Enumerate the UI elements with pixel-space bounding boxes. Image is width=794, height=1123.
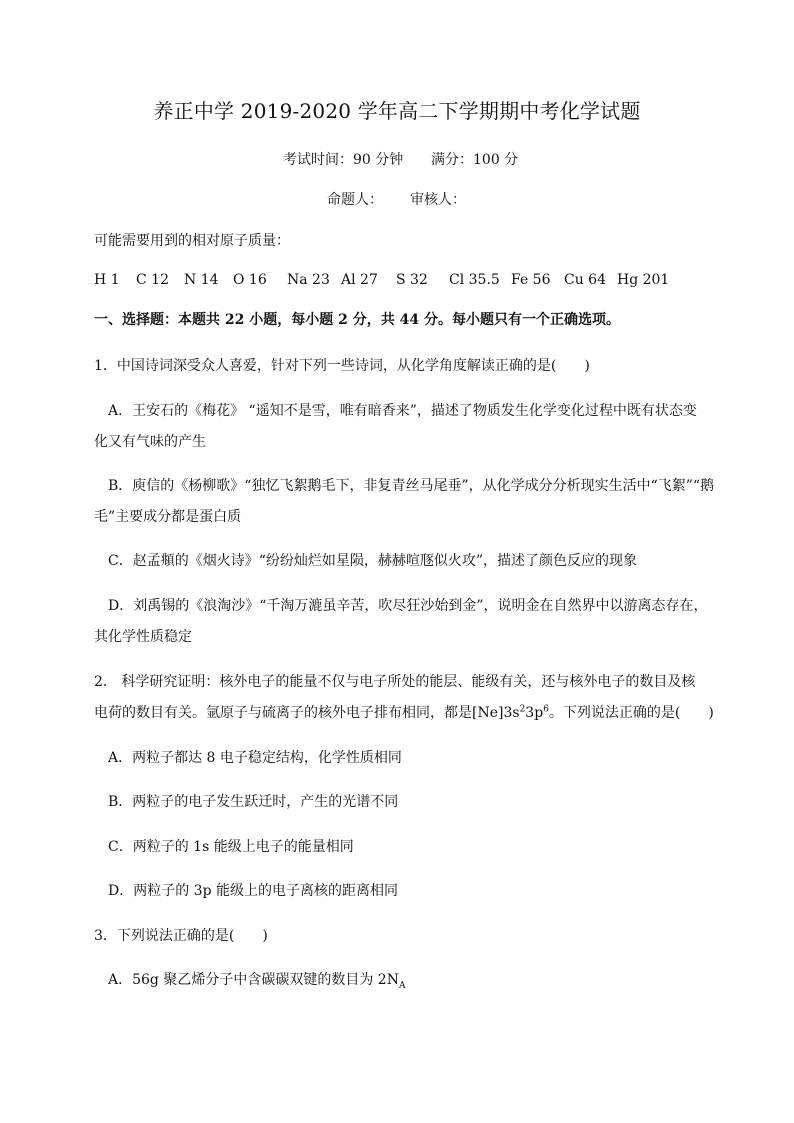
author-label: 命题人：	[327, 192, 383, 208]
exam-time: 考试时间：90 分钟	[283, 152, 404, 168]
question-2-stem-cont	[94, 703, 714, 723]
question-2-option-b: B．两粒子的电子发生跃迁时，产生的光谱不同	[108, 794, 399, 810]
atomic-mass-item: Al 27	[341, 272, 378, 288]
reviewer-label: 审核人：	[410, 192, 466, 208]
atomic-mass-item: C 12	[136, 272, 169, 288]
question-2-option-c: C．两粒子的 1s 能级上电子的能量相同	[108, 839, 354, 855]
atomic-mass-item: H 1	[94, 272, 120, 288]
question-1-option-a-cont: 化又有气味的产生	[94, 434, 206, 450]
page-title: 养正中学 2019-2020 学年高二下学期期中考化学试题	[153, 99, 641, 123]
question-1-option-d-cont: 其化学性质稳定	[94, 629, 192, 645]
atomic-mass-item: N 14	[184, 272, 219, 288]
superscript: 2	[519, 704, 526, 715]
section-heading: 一、选择题：本题共 22 小题，每小题 2 分，共 44 分。每小题只有一个正确选项。	[94, 312, 620, 328]
question-1-option-b-cont: 毛”主要成分都是蛋白质	[94, 509, 242, 525]
question-3-option-a	[108, 970, 405, 990]
atomic-mass-item: Na 23	[287, 272, 330, 288]
superscript: 6	[543, 704, 549, 715]
subscript: A	[398, 980, 406, 991]
question-1-option-d: D．刘禹锡的《浪淘沙》“千淘万漉虽辛苦，吹尽狂沙始到金”，说明金在自然界中以游离态存在，	[108, 598, 708, 614]
question-2-text: 。下列说法正确的是( )	[548, 705, 714, 721]
question-1-option-a: A．王安石的《梅花》 “遥知不是雪，唯有暗香来”，描述了物质发生化学变化过程中既有状态变	[108, 403, 697, 419]
question-3-text: A．56g 聚乙烯分子中含碳碳双键的数目为 2N	[108, 972, 399, 988]
question-2-text: 电荷的数目有关。氩原子与硫离子的核外电子排布相同，都是[Ne]3s	[94, 705, 520, 721]
exam-score: 满分：100 分	[431, 152, 519, 168]
question-1-option-c: C．赵孟頫的《烟火诗》“纷纷灿烂如星陨，赫赫喧豗似火攻”，描述了颜色反应的现象	[108, 553, 638, 569]
question-2-stem: 2． 科学研究证明：核外电子的能量不仅与电子所处的能层、能级有关，还与核外电子的数目及核	[94, 674, 696, 690]
atomic-mass-item: O 16	[233, 272, 267, 288]
question-2-text: 3p	[525, 705, 544, 721]
question-2-option-d: D．两粒子的 3p 能级上的电子离核的距离相同	[108, 883, 398, 899]
atomic-mass-item: Cu 64	[564, 272, 606, 288]
atomic-mass-item: Cl 35.5	[449, 272, 500, 288]
atomic-mass-intro: 可能需要用到的相对原子质量：	[94, 233, 290, 249]
atomic-mass-item: Hg 201	[617, 272, 670, 288]
question-2-option-a: A．两粒子都达 8 电子稳定结构，化学性质相同	[108, 750, 402, 766]
atomic-mass-item: Fe 56	[511, 272, 551, 288]
question-1-option-b: B．庾信的《杨柳歌》“独忆飞絮鹅毛下，非复青丝马尾垂”，从化学成分分析现实生活中“飞絮”“鹅	[108, 478, 715, 494]
atomic-mass-list	[0, 270, 794, 290]
question-3-stem: 3．下列说法正确的是( )	[94, 928, 268, 944]
question-1-stem: 1．中国诗词深受众人喜爱，针对下列一些诗词，从化学角度解读正确的是( )	[94, 358, 590, 374]
atomic-mass-item: S 32	[396, 272, 428, 288]
